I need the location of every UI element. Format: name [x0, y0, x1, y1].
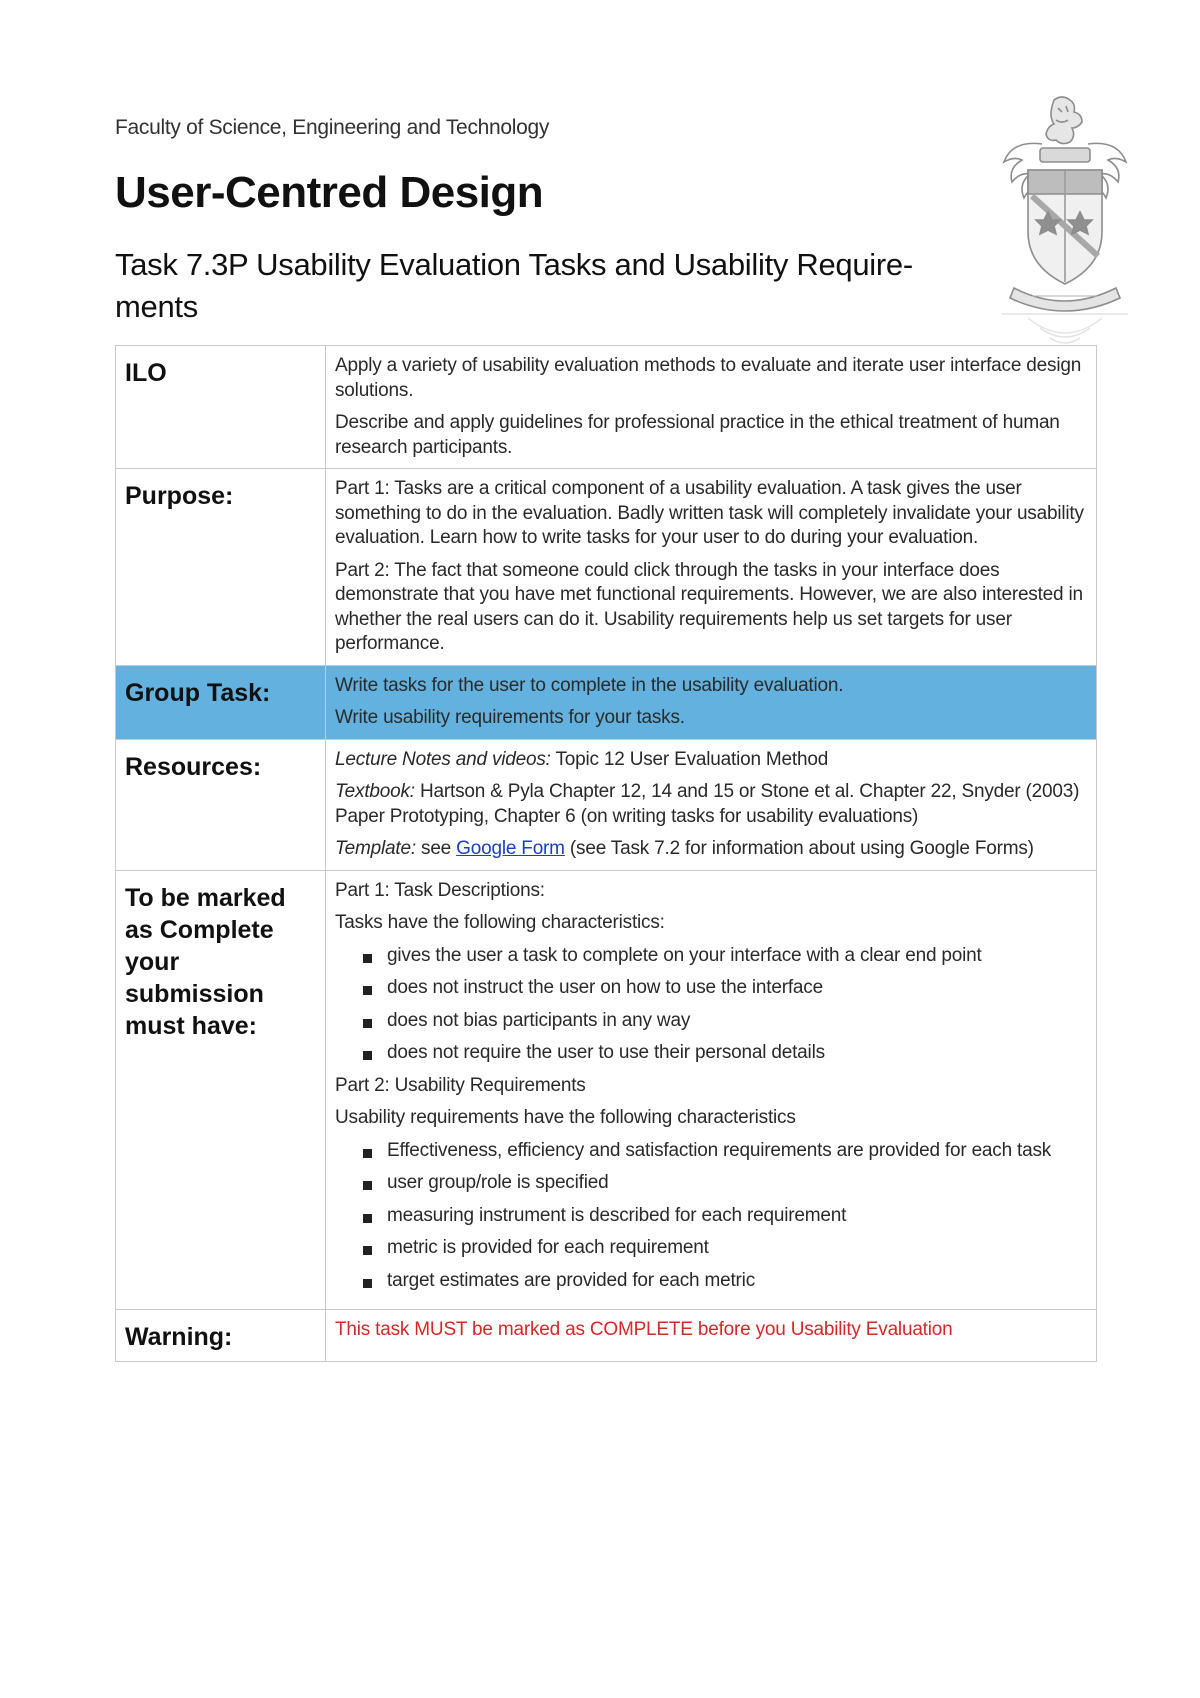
group-task-item: Write usability requirements for your tasks.	[335, 707, 685, 728]
part2-list	[335, 1139, 1088, 1294]
task-title: Task 7.3P Usability Evaluation Tasks and Usability Require-ments	[115, 247, 913, 324]
task-spec-table	[115, 345, 1097, 1362]
warning-text: This task MUST be marked as COMPLETE before you Usability Evaluation	[335, 1319, 953, 1340]
resource-textbook	[335, 780, 1088, 829]
resource-lecture-text: Topic 12 User Evaluation Method	[550, 748, 829, 770]
resource-textbook-text: Hartson & Pyla Chapter 12, 14 and 15 or Stone et al. Chapter 22, Snyder (2003) Paper Prototyping, Chapter 6 (on writing tasks for usability evaluations)	[335, 781, 1080, 827]
resources-label: Resources:	[116, 739, 326, 870]
purpose-row	[116, 469, 1097, 666]
resource-template-see: see	[415, 838, 457, 859]
resource-lecture	[335, 748, 1088, 773]
resources-content	[326, 739, 1097, 870]
part1-list	[335, 944, 1088, 1066]
warning-label: Warning:	[116, 1310, 326, 1362]
resource-template	[335, 837, 1088, 862]
resources-row	[116, 739, 1097, 870]
part1-heading: Part 1: Task Descriptions:	[335, 879, 545, 901]
purpose-content	[326, 469, 1097, 666]
list-item: user group/role is specified	[361, 1171, 1088, 1196]
purpose-part2: Part 2: The fact that someone could click through the tasks in your interface does demonstrate that you have met functional requirements. However, we are also interested in whether the real users can do it. Usability requirements help us set targets for user performance.	[335, 559, 1083, 654]
list-item: does not instruct the user on how to use the interface	[361, 976, 1088, 1001]
purpose-part1: Part 1: Tasks are a critical component of a usability evaluation. A task gives the user something to do in the evaluation. Badly written task will completely invalidate your usability evaluation. Learn how to write tasks for your user to do during your evaluation.	[335, 478, 1084, 548]
complete-label: To be marked as Complete your submission must have:	[116, 870, 326, 1310]
ilo-content	[326, 346, 1097, 469]
unit-title: User-Centred Design	[115, 168, 544, 217]
list-item: metric is provided for each requirement	[361, 1236, 1088, 1261]
complete-content	[326, 870, 1097, 1310]
group-task-row	[116, 665, 1097, 739]
ilo-row	[116, 346, 1097, 469]
university-crest-icon	[992, 92, 1138, 352]
purpose-label: Purpose:	[116, 469, 326, 666]
list-item: measuring instrument is described for each requirement	[361, 1204, 1088, 1229]
list-item: does not require the user to use their personal details	[361, 1041, 1088, 1066]
warning-row	[116, 1310, 1097, 1362]
google-form-link[interactable]: Google Form	[456, 838, 565, 859]
list-item: Effectiveness, efficiency and satisfaction requirements are provided for each task	[361, 1139, 1088, 1164]
list-item: target estimates are provided for each metric	[361, 1269, 1088, 1294]
resource-template-suffix: (see Task 7.2 for information about using Google Forms)	[564, 838, 1034, 859]
part2-intro: Usability requirements have the following characteristics	[335, 1107, 796, 1128]
list-item: gives the user a task to complete on your interface with a clear end point	[361, 944, 1088, 969]
ilo-paragraph: Describe and apply guidelines for professional practice in the ethical treatment of human research participants.	[335, 412, 1060, 458]
group-task-item: Write tasks for the user to complete in the usability evaluation.	[335, 674, 844, 696]
resource-lecture-prefix: Lecture Notes and videos:	[335, 748, 551, 770]
warning-content	[326, 1310, 1097, 1362]
list-item: does not bias participants in any way	[361, 1009, 1088, 1034]
group-task-content	[326, 665, 1097, 739]
resource-textbook-prefix: Textbook:	[335, 781, 415, 802]
faculty-name: Faculty of Science, Engineering and Technology	[115, 116, 550, 139]
part1-intro: Tasks have the following characteristics:	[335, 912, 665, 933]
group-task-label: Group Task:	[116, 665, 326, 739]
part2-heading: Part 2: Usability Requirements	[335, 1074, 586, 1096]
complete-row	[116, 870, 1097, 1310]
ilo-label: ILO	[116, 346, 326, 469]
ilo-paragraph: Apply a variety of usability evaluation methods to evaluate and iterate user interface design solutions.	[335, 355, 1082, 401]
resource-template-prefix: Template:	[335, 838, 416, 859]
